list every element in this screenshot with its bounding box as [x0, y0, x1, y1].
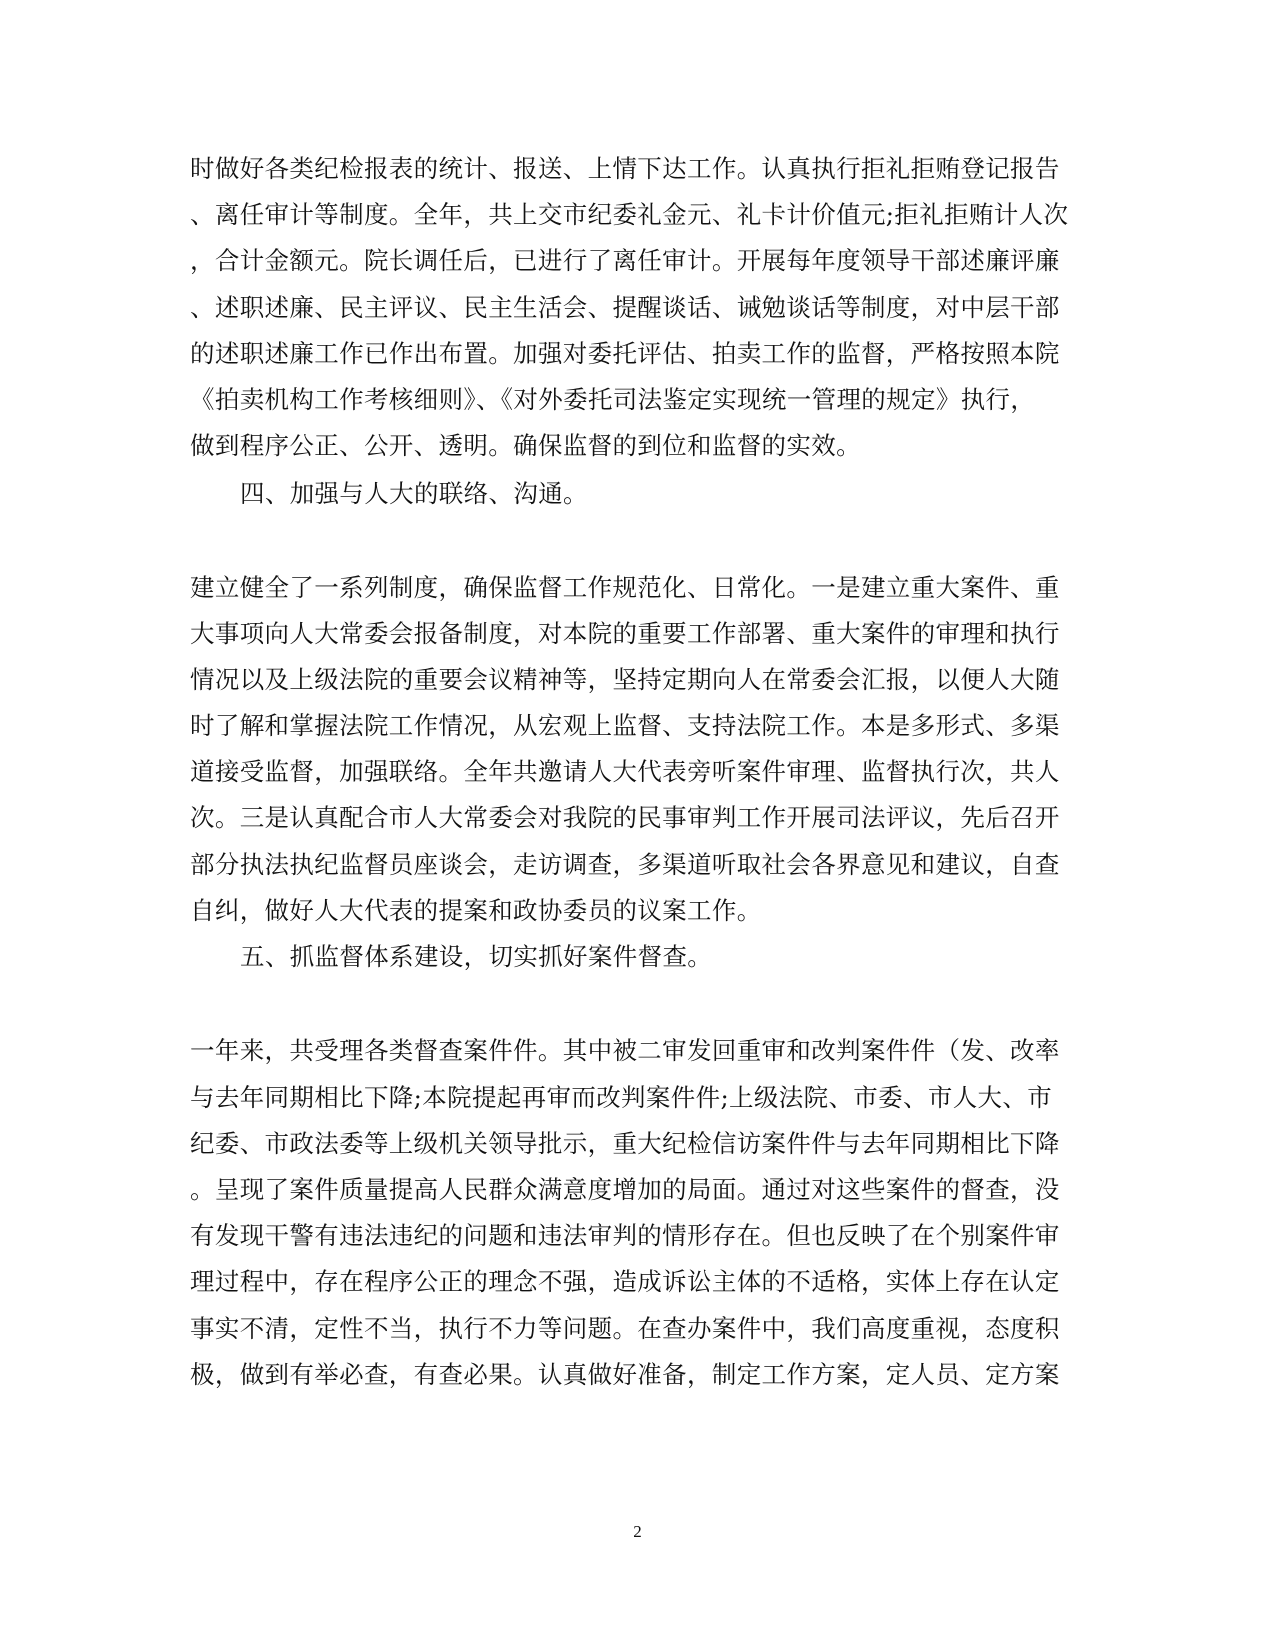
- body-text-line: ，合计金额元。院长调任后，已进行了离任审计。开展每年度领导干部述廉评廉: [190, 246, 1060, 275]
- body-text-line: 大事项向人大常委会报备制度，对本院的重要工作部署、重大案件的审理和执行: [190, 619, 1060, 648]
- body-text-line: 《拍卖机构工作考核细则》、《对外委托司法鉴定实现统一管理的规定》执行，: [190, 385, 1036, 414]
- body-text-line: 极，做到有举必查，有查必果。认真做好准备，制定工作方案，定人员、定方案: [190, 1360, 1060, 1389]
- body-text-line: 的述职述廉工作已作出布置。加强对委托评估、拍卖工作的监督，严格按照本院: [190, 339, 1060, 368]
- body-text-line: 情况以及上级法院的重要会议精神等，坚持定期向人在常委会汇报，以便人大随: [190, 665, 1060, 694]
- body-text-line: 做到程序公正、公开、透明。确保监督的到位和监督的实效。: [190, 431, 861, 460]
- body-text-line: 部分执法执纪监督员座谈会，走访调查，多渠道听取社会各界意见和建议，自查: [190, 850, 1060, 879]
- body-text-line: 纪委、市政法委等上级机关领导批示，重大纪检信访案件件与去年同期相比下降: [190, 1129, 1060, 1158]
- section-heading-four: 四、加强与人大的联络、沟通。: [240, 479, 588, 508]
- body-text-line: 与去年同期相比下降;本院提起再审而改判案件件;上级法院、市委、市人大、市: [190, 1083, 1053, 1112]
- body-text-line: 、述职述廉、民主评议、民主生活会、提醒谈话、诫勉谈话等制度，对中层干部: [190, 293, 1060, 322]
- body-text-line: 建立健全了一系列制度，确保监督工作规范化、日常化。一是建立重大案件、重: [190, 573, 1060, 602]
- body-text-line: 一年来，共受理各类督查案件件。其中被二审发回重审和改判案件件（发、改率: [190, 1036, 1060, 1065]
- body-text-line: 。呈现了案件质量提高人民群众满意度增加的局面。通过对这些案件的督查，没: [190, 1175, 1060, 1204]
- body-text-line: 理过程中，存在程序公正的理念不强，造成诉讼主体的不适格，实体上存在认定: [190, 1267, 1060, 1296]
- body-text-line: 有发现干警有违法违纪的问题和违法审判的情形存在。但也反映了在个别案件审: [190, 1221, 1060, 1250]
- body-text-line: 道接受监督，加强联络。全年共邀请人大代表旁听案件审理、监督执行次，共人: [190, 757, 1060, 786]
- body-text-line: 时做好各类纪检报表的统计、报送、上情下达工作。认真执行拒礼拒贿登记报告: [190, 154, 1060, 183]
- page-number: 2: [633, 1522, 642, 1541]
- section-heading-five: 五、抓监督体系建设，切实抓好案件督查。: [240, 942, 713, 971]
- body-text-line: 自纠，做好人大代表的提案和政协委员的议案工作。: [190, 896, 762, 925]
- body-text-line: 次。三是认真配合市人大常委会对我院的民事审判工作开展司法评议，先后召开: [190, 803, 1060, 832]
- body-text-line: 、离任审计等制度。全年，共上交市纪委礼金元、礼卡计价值元;拒礼拒贿计人次: [190, 200, 1069, 229]
- body-text-line: 时了解和掌握法院工作情况，从宏观上监督、支持法院工作。本是多形式、多渠: [190, 711, 1060, 740]
- body-text-line: 事实不清，定性不当，执行不力等问题。在查办案件中，我们高度重视，态度积: [190, 1314, 1060, 1343]
